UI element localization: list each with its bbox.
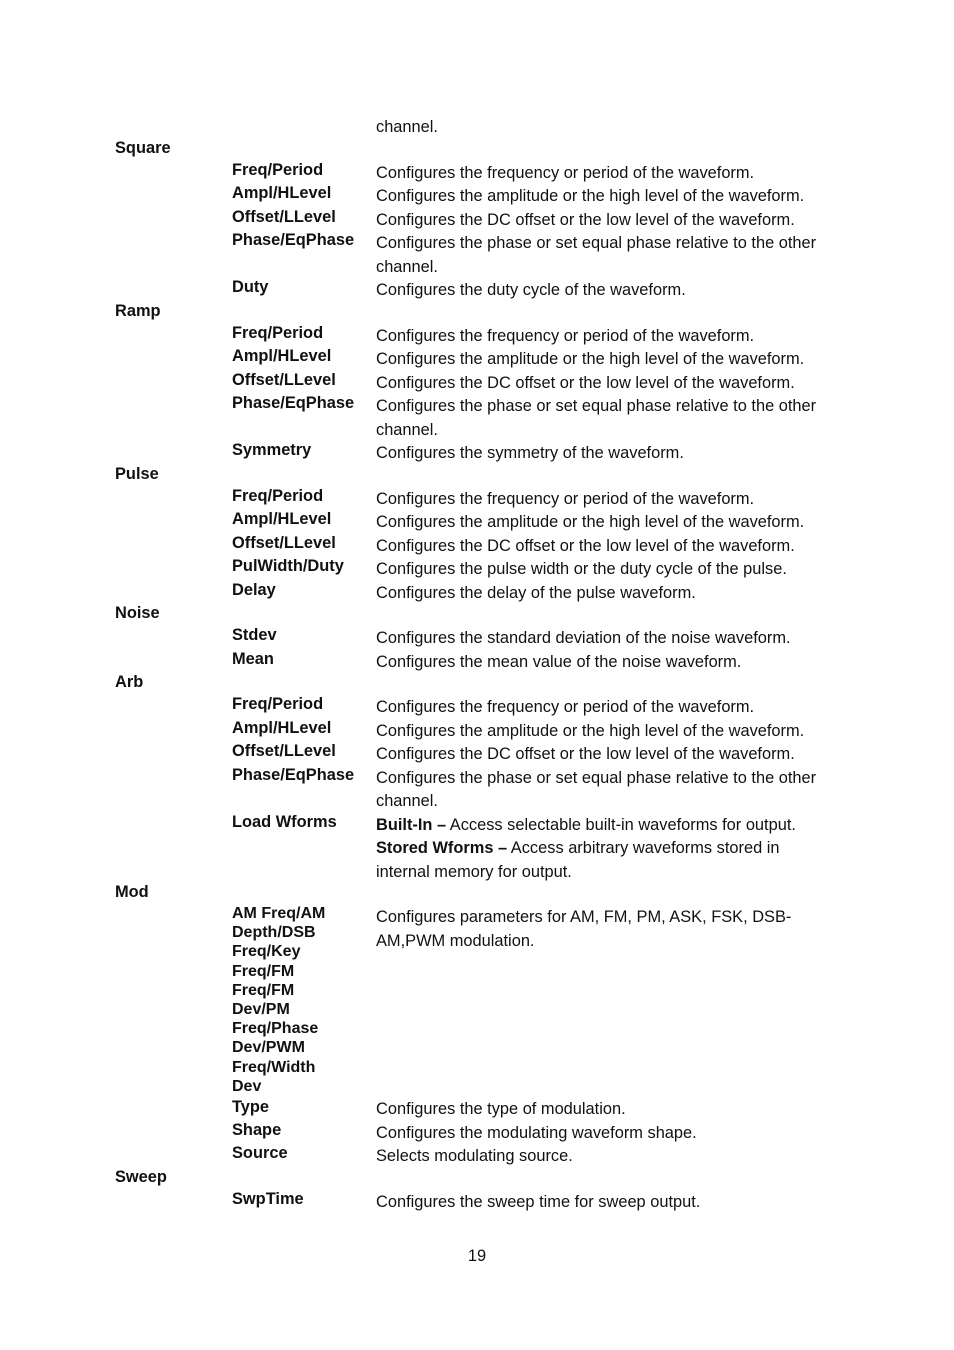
section-heading-square: Square: [115, 139, 171, 157]
param-description: Configures the phase or set equal phase relative to the other: [376, 769, 817, 787]
section-heading-arb: Arb: [115, 673, 144, 691]
param-description: Configures the amplitude or the high level of the waveform.: [376, 722, 805, 740]
param-description: Configures the amplitude or the high level of the waveform.: [376, 187, 805, 205]
param-description: Configures the delay of the pulse waveform.: [376, 584, 696, 602]
page-number: 19: [467, 1247, 487, 1265]
param-description: Configures the amplitude or the high level of the waveform.: [376, 350, 805, 368]
param-label: Symmetry: [232, 441, 312, 459]
param-description-cont: channel.: [376, 258, 438, 276]
param-description: Configures the duty cycle of the waveform.: [376, 281, 686, 299]
param-label: Phase/EqPhase: [232, 231, 355, 249]
section-heading-noise: Noise: [115, 604, 160, 622]
param-label: Stdev: [232, 626, 277, 644]
param-description: Selects modulating source.: [376, 1147, 573, 1165]
param-description: Configures the sweep time for sweep output.: [376, 1193, 701, 1211]
param-label: Type: [232, 1098, 270, 1116]
param-description: Configures parameters for AM, FM, PM, ASK, FSK, DSB-: [376, 908, 792, 926]
param-label-line: AM Freq/AM: [232, 905, 326, 922]
builtin-heading: Built-In –: [376, 816, 447, 834]
param-description: [376, 815, 796, 835]
param-description-cont: channel.: [376, 421, 438, 439]
param-description: Configures the DC offset or the low level of the waveform.: [376, 211, 795, 229]
param-label: SwpTime: [232, 1190, 304, 1208]
stored-text: Access arbitrary waveforms stored in: [507, 839, 780, 857]
param-label: Offset/LLevel: [232, 742, 336, 760]
param-description: Configures the frequency or period of the waveform.: [376, 490, 755, 508]
param-description: Configures the frequency or period of the waveform.: [376, 164, 755, 182]
param-label: Shape: [232, 1121, 282, 1139]
param-label: Mean: [232, 650, 274, 668]
param-label-line: Freq/FM: [232, 981, 295, 999]
param-label-line: Dev/PWM: [232, 1039, 305, 1057]
param-description: Configures the frequency or period of the waveform.: [376, 698, 755, 716]
param-description: Configures the amplitude or the high level of the waveform.: [376, 513, 805, 531]
param-description: Configures the DC offset or the low level of the waveform.: [376, 537, 795, 555]
param-description: Configures the frequency or period of the waveform.: [376, 327, 755, 345]
param-description: [376, 838, 780, 858]
section-heading-sweep: Sweep: [115, 1168, 167, 1186]
param-description: Configures the type of modulation.: [376, 1100, 626, 1118]
param-description: Configures the DC offset or the low level of the waveform.: [376, 374, 795, 392]
param-description: Configures the phase or set equal phase relative to the other: [376, 397, 817, 415]
param-label-line: Freq/Key: [232, 943, 301, 961]
param-label: Load Wforms: [232, 813, 337, 831]
param-label-line: Depth/DSB: [232, 924, 316, 942]
param-label: Freq/Period: [232, 161, 324, 179]
param-label-line: Dev: [232, 1077, 262, 1095]
param-description-cont: AM,PWM modulation.: [376, 932, 535, 950]
param-label-line: Freq/Width: [232, 1058, 316, 1076]
stored-heading: Stored Wforms –: [376, 839, 508, 857]
param-description: Configures the mean value of the noise waveform.: [376, 653, 742, 671]
param-label: Offset/LLevel: [232, 371, 336, 389]
param-label: Ampl/HLevel: [232, 347, 332, 365]
continuation-text: channel.: [376, 118, 438, 136]
section-heading-ramp: Ramp: [115, 302, 161, 320]
param-description-cont: internal memory for output.: [376, 863, 572, 881]
param-label: Ampl/HLevel: [232, 184, 332, 202]
param-label-line: Freq/FM: [232, 962, 295, 980]
builtin-text: Access selectable built-in waveforms for output.: [446, 816, 796, 834]
param-label: Freq/Period: [232, 324, 324, 342]
param-description-cont: channel.: [376, 792, 438, 810]
param-label: Phase/EqPhase: [232, 766, 355, 784]
param-label: Duty: [232, 278, 269, 296]
param-description: Configures the modulating waveform shape.: [376, 1124, 697, 1142]
param-description: Configures the phase or set equal phase relative to the other: [376, 234, 817, 252]
mod-parameter-label-block: [232, 904, 325, 1096]
param-label: Source: [232, 1144, 288, 1162]
param-label: Offset/LLevel: [232, 208, 336, 226]
param-description: Configures the pulse width or the duty cycle of the pulse.: [376, 560, 787, 578]
param-label: Phase/EqPhase: [232, 394, 355, 412]
param-label: Ampl/HLevel: [232, 719, 332, 737]
param-label: Ampl/HLevel: [232, 510, 332, 528]
section-heading-mod: Mod: [115, 883, 149, 901]
param-label-line: Freq/Phase: [232, 1020, 319, 1038]
param-label: PulWidth/Duty: [232, 557, 344, 575]
param-label: Freq/Period: [232, 695, 324, 713]
section-heading-pulse: Pulse: [115, 465, 159, 483]
param-description: Configures the symmetry of the waveform.: [376, 444, 684, 462]
param-label: Freq/Period: [232, 487, 324, 505]
param-label: Delay: [232, 581, 276, 599]
param-label: Offset/LLevel: [232, 534, 336, 552]
param-label-line: Dev/PM: [232, 1001, 290, 1019]
param-description: Configures the standard deviation of the noise waveform.: [376, 629, 791, 647]
param-description: Configures the DC offset or the low level of the waveform.: [376, 745, 795, 763]
